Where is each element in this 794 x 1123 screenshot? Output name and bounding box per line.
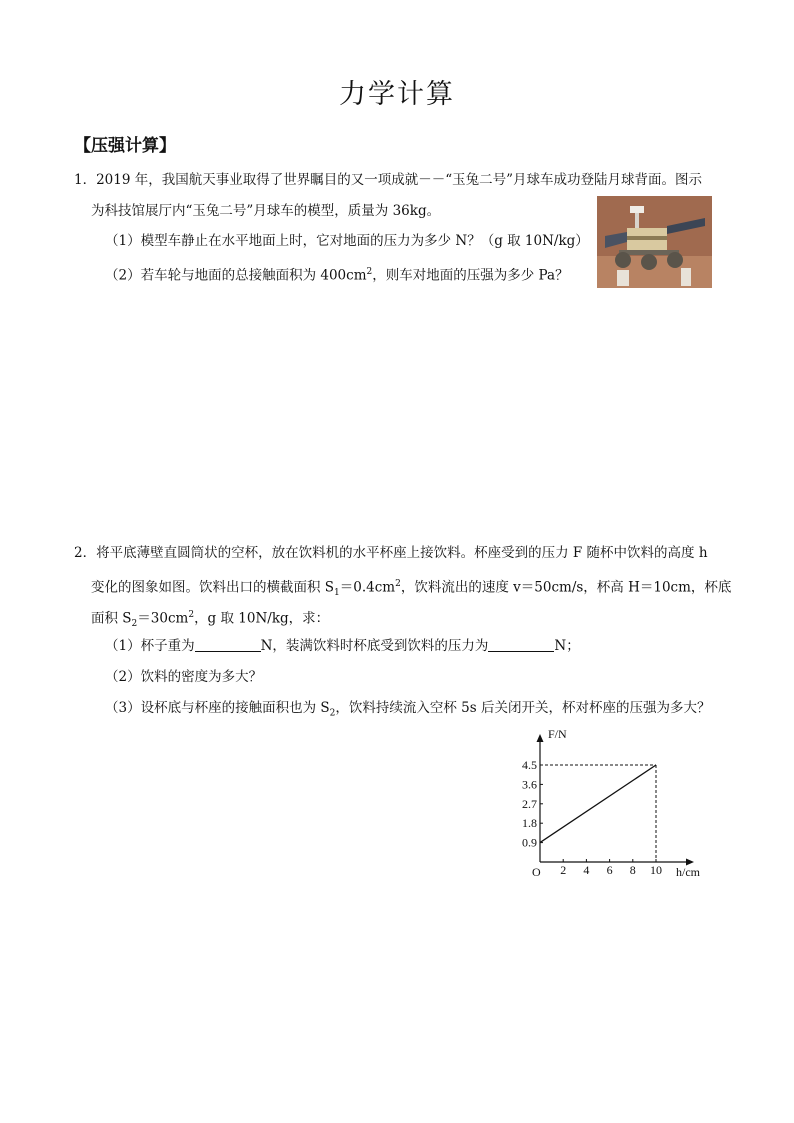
y-tick-label: 4.5 <box>522 758 537 772</box>
origin-label: O <box>532 865 541 879</box>
x-axis-label: h/cm <box>676 865 700 879</box>
q2-line3: 面积 $S_2=30cm^2$，g 取 10N/kg，求： <box>91 610 330 630</box>
q1-sub1: （1）模型车静止在水平地面上时，它对地面的压力为多少 N？（g 取 10N/kg） <box>105 233 589 249</box>
x-tick-label: 6 <box>606 863 613 877</box>
y-axis-arrow <box>537 734 544 742</box>
x-tick-label: 4 <box>583 863 590 877</box>
q1-line1: 1．2019 年，我国航天事业取得了世界瞩目的又一项成就－－“玉兔二号”月球车成功登陆月球背面。图示 <box>74 172 703 188</box>
force-height-chart <box>510 722 730 882</box>
y-tick-label: 1.8 <box>522 816 537 831</box>
q2-line1: 2．将平底薄壁直圆筒状的空杯，放在饮料机的水平杯座上接饮料。杯座受到的压力 F 随杯中饮料的高度 h <box>74 545 708 561</box>
series-line <box>540 765 656 843</box>
chart-ticks <box>522 758 662 877</box>
x-tick-label: 8 <box>629 863 636 877</box>
page-title: 力学计算 <box>339 79 455 110</box>
section-heading: 【压强计算】 <box>74 136 176 156</box>
q1-sub2: （2）若车轮与地面的总接触面积为 $400cm^2$，则车对地面的压强为多少 Pa？ <box>105 267 569 284</box>
chart-series <box>540 765 656 843</box>
x-tick-label: 2 <box>560 863 567 877</box>
q2-sub1: （1）杯子重为 N，装满饮料时杯底受到饮料的压力为 N； <box>105 638 580 654</box>
q2-sub2: （2）饮料的密度为多大？ <box>105 669 263 685</box>
q1-line2: 为科技馆展厅内“玉兔二号”月球车的模型，质量为 36kg。 <box>91 203 441 219</box>
answer-blank-2[interactable] <box>488 637 554 652</box>
q2-sub3: （3）设杯底与杯座的接触面积也为 $S_2$，饮料持续流入空杯 5s 后关闭开关，杯对杯座的压强为多大？ <box>105 700 711 719</box>
answer-blank-1[interactable] <box>195 637 261 652</box>
chart-guides <box>540 765 656 862</box>
q2-line2: 变化的图象如图。饮料出口的横截面积 $S_1=0.4cm^2$，饮料流出的速度 v＝50cm/s，杯高 H＝10cm，杯底 <box>91 579 732 599</box>
y-axis-label: F/N <box>548 727 567 741</box>
y-tick-label: 2.7 <box>522 796 537 811</box>
chart-axes <box>532 727 701 879</box>
y-tick-label: 0.9 <box>522 835 537 850</box>
x-tick-label: 10 <box>650 863 662 877</box>
lunar-rover-photo <box>597 196 712 288</box>
y-tick-label: 3.6 <box>522 777 537 792</box>
